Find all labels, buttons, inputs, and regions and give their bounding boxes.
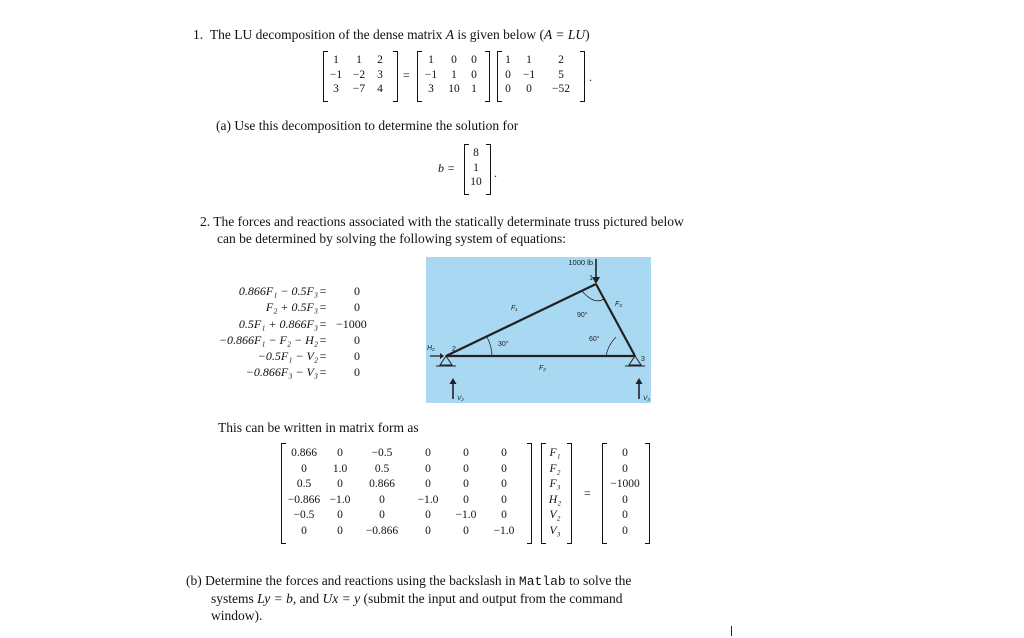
equals-sign: = xyxy=(403,68,410,82)
problem-1-heading xyxy=(193,26,590,43)
equals-sign: = xyxy=(319,332,327,347)
matrix-cell: 0 xyxy=(337,524,343,537)
matrix-cell: −1.0 xyxy=(417,493,439,506)
matlab-word: Matlab xyxy=(518,574,566,589)
matrix-cell: 1 xyxy=(333,54,339,66)
vector-cell: V₂ xyxy=(549,509,561,521)
matrix-cell: 0 xyxy=(501,493,507,506)
matrix-cell: 4 xyxy=(377,83,383,95)
matrix-cell: 1 xyxy=(428,54,434,66)
matrix-cell: 0 xyxy=(526,83,532,95)
unknowns-vector xyxy=(545,446,565,539)
equals-sign: = xyxy=(319,365,327,380)
equation-rhs: 0 xyxy=(354,300,360,315)
figure-background xyxy=(426,257,651,403)
part-b-text-1-end: to solve the xyxy=(569,573,632,588)
vector-b xyxy=(467,146,485,190)
matrix-cell: −2 xyxy=(352,68,366,81)
f1-label: F₁ xyxy=(511,305,518,312)
matrix-cell: −1.0 xyxy=(329,493,351,506)
problem-1-statement-end: ) xyxy=(585,27,590,42)
matrix-cell: 1 xyxy=(356,54,362,66)
problem-2-line-1 xyxy=(200,213,684,230)
text-cursor xyxy=(731,626,732,636)
matrix-a xyxy=(326,53,388,97)
matrix-cell: 0 xyxy=(425,478,431,490)
matrix-cell: 0 xyxy=(301,462,307,475)
matrix-cell: 0 xyxy=(471,68,477,81)
part-a xyxy=(216,117,518,134)
matrix-cell: 5 xyxy=(558,68,564,81)
problem-1-statement: The LU decomposition of the dense matrix xyxy=(209,27,443,42)
matrix-cell: 0 xyxy=(505,83,511,95)
angle-right-label: 60° xyxy=(589,336,600,343)
matrix-cell: 2 xyxy=(558,54,564,66)
problem-2-number: 2. xyxy=(200,214,211,229)
matrix-cell: 0 xyxy=(501,462,507,475)
equation-lhs: −0.5F₁ − V₂ xyxy=(257,349,318,364)
equals-sign: = xyxy=(319,349,327,364)
equation-equals-column xyxy=(317,283,329,381)
part-b-line-3: window). xyxy=(211,608,263,623)
angle-left-label: 30° xyxy=(498,341,509,348)
matrix-cell: 1 xyxy=(526,54,532,66)
rhs-vector xyxy=(605,446,645,539)
matrix-cell: 0 xyxy=(471,54,477,66)
problem-1-statement-mid: is given below ( xyxy=(457,27,544,42)
matrix-cell: 0 xyxy=(301,524,307,537)
equation-rhs-column xyxy=(336,283,382,381)
coefficient-matrix xyxy=(284,446,524,539)
angle-top-label: 90° xyxy=(577,312,588,319)
matrix-cell: 0.5 xyxy=(296,478,312,490)
equation-rhs: −1000 xyxy=(336,316,367,331)
matrix-cell: 10 xyxy=(448,83,460,95)
equation-rhs: 0 xyxy=(354,349,360,364)
node-3-label: 3 xyxy=(641,356,645,363)
vector-cell: 10 xyxy=(470,176,482,188)
equals-sign: = xyxy=(584,486,591,500)
matrix-cell: 0.866 xyxy=(291,447,317,459)
matrix-cell: 3 xyxy=(377,68,383,81)
matrix-cell: −1.0 xyxy=(455,509,477,521)
part-b-and: , and xyxy=(292,591,320,606)
matrix-cell: 0 xyxy=(463,478,469,490)
vector-b-right-bracket xyxy=(486,144,491,195)
vector-cell: H₂ xyxy=(548,493,562,506)
vector-cell: 8 xyxy=(473,147,479,159)
rhs-right-bracket xyxy=(645,443,650,544)
lu-relation: A = LU xyxy=(543,27,586,42)
matrix-a-right-bracket xyxy=(393,51,398,102)
matrix-cell: −0.866 xyxy=(287,493,321,506)
matrix-cell: −0.5 xyxy=(293,509,315,521)
equation-ux-y: Ux = y xyxy=(322,591,361,606)
matrix-cell: 0.866 xyxy=(369,478,395,490)
matrix-cell: −1.0 xyxy=(493,524,515,537)
matrix-cell: 0 xyxy=(463,524,469,537)
matrix-cell: 0 xyxy=(337,509,343,521)
h2-label: H₂ xyxy=(427,345,435,352)
matrix-cell: 0 xyxy=(463,447,469,459)
node-2-label: 2 xyxy=(452,346,456,353)
equation-ly-b: Ly = b xyxy=(257,591,293,606)
equals-sign: = xyxy=(319,284,327,298)
unknowns-right-bracket xyxy=(567,443,572,544)
f3-label: F₃ xyxy=(615,301,623,308)
matrix-cell: −0.5 xyxy=(371,447,393,459)
part-b-text-1: Determine the forces and reactions using the backslash in xyxy=(205,573,516,588)
matrix-l-right-bracket xyxy=(485,51,490,102)
equation-lhs: 0.5F₁ + 0.866F₃ xyxy=(238,316,318,331)
node-1-label: 1 xyxy=(589,275,593,282)
matrix-u xyxy=(500,53,580,97)
matrix-cell: −1 xyxy=(522,68,536,81)
matrix-cell: 0 xyxy=(337,447,343,459)
matrix-cell: 1 xyxy=(451,68,457,81)
equation-lhs-column xyxy=(190,283,318,381)
load-label: 1000 lb xyxy=(568,258,593,267)
equation-lhs: 0.866F₁ − 0.5F₃ xyxy=(238,284,318,298)
vector-cell: F₂ xyxy=(549,462,561,475)
equals-sign: = xyxy=(319,300,327,315)
part-a-text: Use this decomposition to determine the solution for xyxy=(234,118,519,133)
part-b-line-1 xyxy=(186,572,631,590)
vector-cell: 0 xyxy=(622,509,628,521)
vector-cell: 0 xyxy=(622,493,628,506)
matrix-cell: 0 xyxy=(501,509,507,521)
vector-cell: V₃ xyxy=(549,524,561,537)
v3-label: V₃ xyxy=(643,395,650,402)
matrix-cell: 0 xyxy=(379,509,385,521)
matrix-cell: 0 xyxy=(425,447,431,459)
problem-2-text-1: The forces and reactions associated with the statically determinate truss pictured below xyxy=(213,214,684,229)
part-b-line-2 xyxy=(211,590,623,607)
matrix-cell: 0 xyxy=(501,478,507,490)
part-a-label: (a) xyxy=(216,118,231,133)
matrix-cell: 0 xyxy=(451,54,457,66)
matrix-u-right-bracket xyxy=(580,51,585,102)
matrix-cell: 0 xyxy=(425,524,431,537)
matrix-l xyxy=(420,53,482,97)
matrix-cell: 0 xyxy=(463,462,469,475)
equation-rhs: 0 xyxy=(354,284,360,298)
vector-cell: F₃ xyxy=(549,478,561,490)
problem-1-number: 1. xyxy=(193,27,204,42)
f2-label: F₂ xyxy=(539,365,546,372)
vector-cell: F₁ xyxy=(549,447,561,459)
matrix-cell: −52 xyxy=(552,83,570,95)
matrix-cell: 0 xyxy=(505,68,511,81)
vector-cell: −1000 xyxy=(610,478,640,490)
matrix-cell: 3 xyxy=(428,83,434,95)
matrix-form-intro: This can be written in matrix form as xyxy=(218,420,419,435)
part-b-systems: systems xyxy=(211,591,254,606)
matrix-a-symbol: A xyxy=(445,27,454,42)
problem-2-line-2: can be determined by solving the following system of equations: xyxy=(217,231,567,246)
equals-sign: = xyxy=(319,316,327,331)
equation-rhs: 0 xyxy=(354,365,360,380)
equation-lhs: −0.866F₃ − V₃ xyxy=(245,365,318,380)
matrix-cell: 0.5 xyxy=(374,462,390,475)
period: . xyxy=(494,166,497,180)
equation-lhs: F₂ + 0.5F₃ xyxy=(265,300,318,315)
b-symbol: b = xyxy=(438,161,456,175)
v2-label: V₂ xyxy=(457,395,464,402)
matrix-cell: 3 xyxy=(333,83,339,95)
period: . xyxy=(589,70,592,84)
equation-lhs: −0.866F₁ − F₂ − H₂ xyxy=(218,332,318,347)
matrix-cell: 0 xyxy=(337,478,343,490)
vector-cell: 0 xyxy=(622,524,628,537)
matrix-cell: 0 xyxy=(425,462,431,475)
matrix-cell: −1 xyxy=(329,68,343,81)
vector-cell: 0 xyxy=(622,462,628,475)
part-b-text-2-end: (submit the input and output from the command xyxy=(363,591,623,606)
matrix-cell: 1 xyxy=(471,83,477,95)
vector-cell: 0 xyxy=(622,447,628,459)
matrix-cell: 0 xyxy=(463,493,469,506)
coef-matrix-right-bracket xyxy=(527,443,532,544)
truss-figure xyxy=(426,257,651,403)
matrix-cell: 0 xyxy=(501,447,507,459)
matrix-cell: 1.0 xyxy=(332,462,348,475)
matrix-cell: 0 xyxy=(425,509,431,521)
vector-cell: 1 xyxy=(473,161,479,174)
matrix-cell: −0.866 xyxy=(365,524,399,537)
matrix-cell: 1 xyxy=(505,54,511,66)
matrix-cell: −1 xyxy=(424,68,438,81)
matrix-cell: 0 xyxy=(379,493,385,506)
part-b-label: (b) xyxy=(186,573,202,588)
matrix-cell: −7 xyxy=(352,83,366,95)
matrix-cell: 2 xyxy=(377,54,383,66)
equation-rhs: 0 xyxy=(354,332,360,347)
